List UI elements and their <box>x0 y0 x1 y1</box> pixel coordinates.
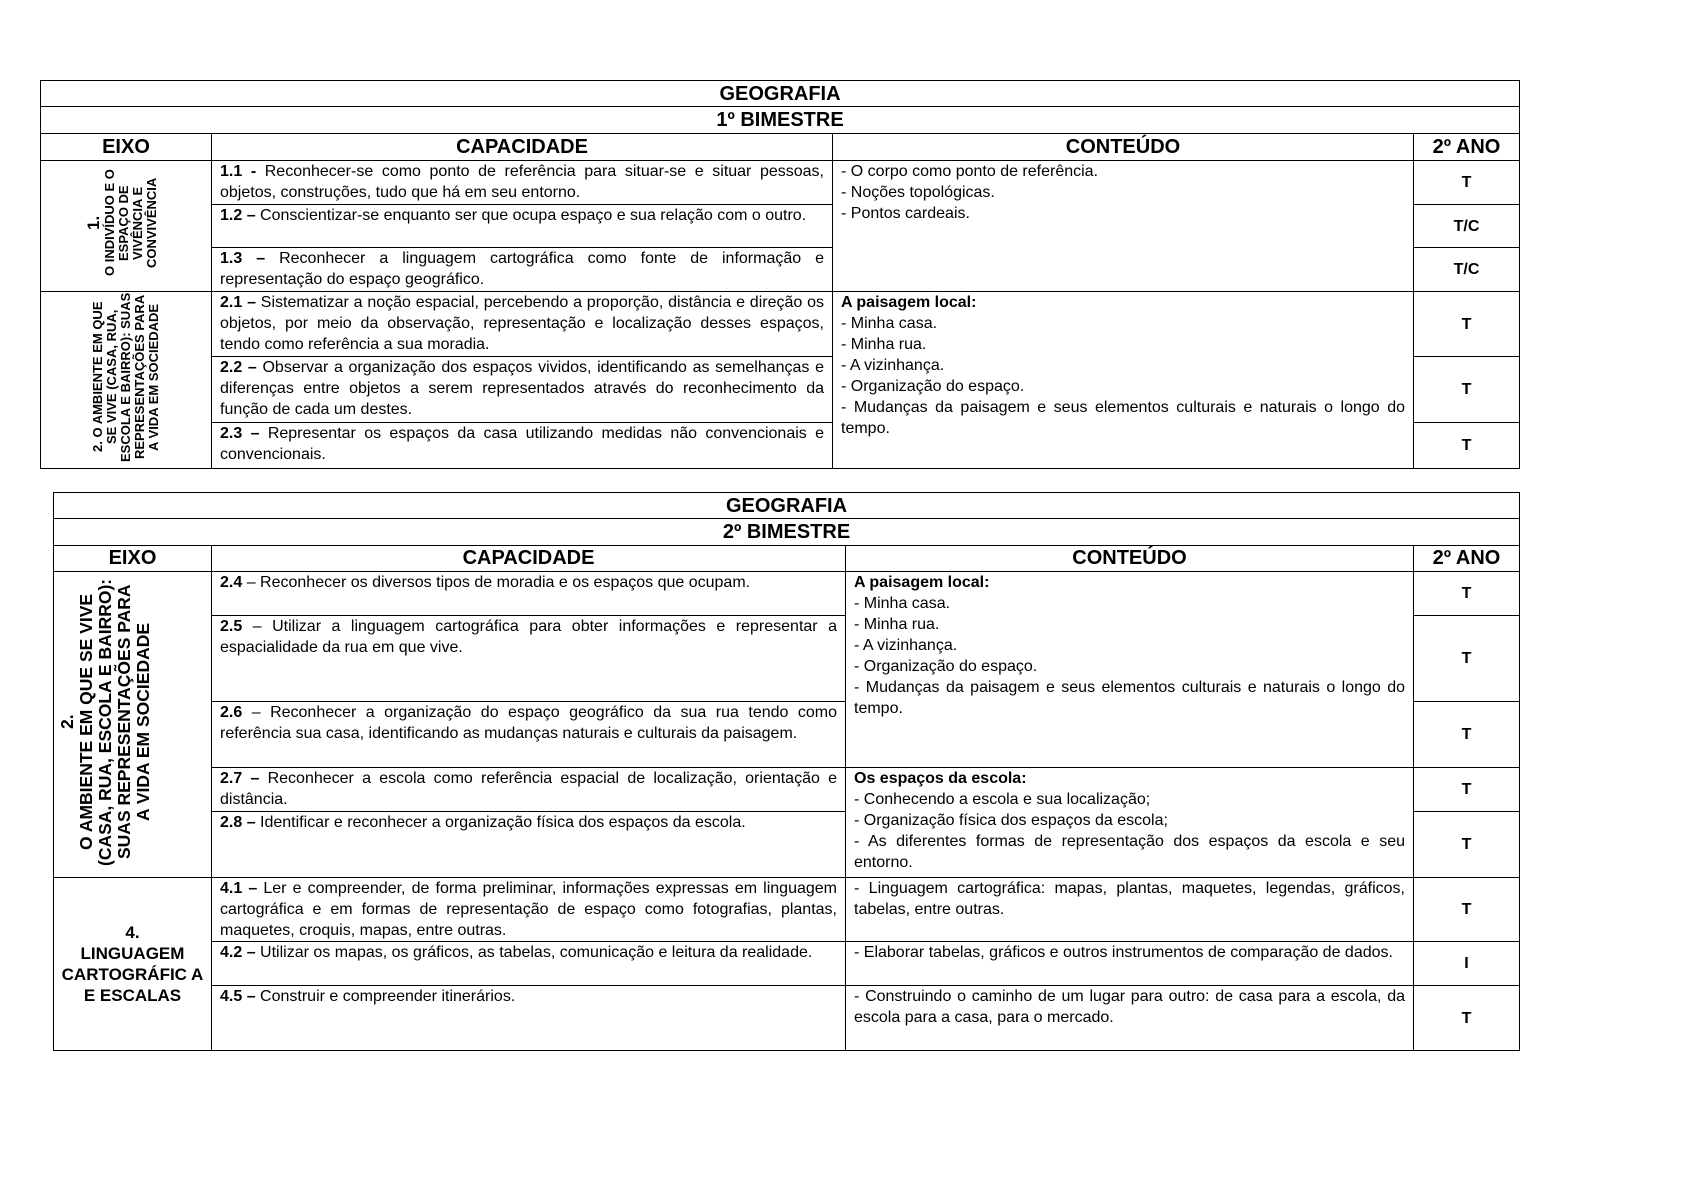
ano-cell: I <box>1414 942 1520 986</box>
subject-title: GEOGRAFIA <box>41 81 1520 107</box>
header-ano: 2º ANO <box>1414 134 1520 161</box>
ano-cell: T <box>1414 768 1520 812</box>
conteudo-cell: A paisagem local: - Minha casa. - Minha rua. - A vizinhança. - Organização do espaço. - Mudanças da paisagem e seus elementos culturais e naturais o longo do tempo. <box>846 572 1414 768</box>
eixo-cell <box>41 161 212 292</box>
term-title: 2º BIMESTRE <box>54 519 1520 546</box>
capacidade-cell: 1.2 – Conscientizar-se enquanto ser que ocupa espaço e sua relação com o outro. <box>212 205 833 248</box>
eixo-number: 1. <box>84 215 103 231</box>
ano-cell: T <box>1414 986 1520 1051</box>
eixo-title: O AMBIENTE EM QUE SE VIVE (CASA, RUA, ESCOLA E BAIRRO): SUAS REPRESENTAÇÕES PARA A VIDA EM SOCIEDADE <box>90 292 161 462</box>
capacidade-cell: 2.2 – Observar a organização dos espaços vividos, identificando as semelhanças e diferenças entre objetos a serem representados através do reconhecimento da função de cada um destes. <box>212 357 833 422</box>
ano-cell: T <box>1414 422 1520 468</box>
ano-cell: T <box>1414 702 1520 768</box>
eixo-title: O INDIVÍDUO E O ESPAÇO DE VIVÊNCIA E CONVIVÊNCIA <box>102 169 159 277</box>
ano-cell: T/C <box>1414 248 1520 292</box>
header-ano: 2º ANO <box>1414 546 1520 572</box>
term-title: 1º BIMESTRE <box>41 107 1520 134</box>
capacidade-cell: 2.5 – Utilizar a linguagem cartográfica para obter informações e representar a espacialidade da rua em que vive. <box>212 616 846 702</box>
ano-cell: T <box>1414 292 1520 357</box>
capacidade-cell: 4.1 – Ler e compreender, de forma preliminar, informações expressas em linguagem cartográfica e em formas de representação de espaço como fotografias, plantas, maquetes, croquis, mapas, entre outras. <box>212 878 846 942</box>
conteudo-cell: A paisagem local: - Minha casa. - Minha rua. - A vizinhança. - Organização do espaço. - Mudanças da paisagem e seus elementos culturais e naturais o longo do tempo. <box>833 292 1414 469</box>
conteudo-cell: - Linguagem cartográfica: mapas, plantas, maquetes, legendas, gráficos, tabelas, entre outras. <box>846 878 1414 942</box>
eixo-cell <box>54 572 212 878</box>
ano-cell: T <box>1414 616 1520 702</box>
conteudo-cell: - Elaborar tabelas, gráficos e outros instrumentos de comparação de dados. <box>846 942 1414 986</box>
ano-cell: T <box>1414 357 1520 422</box>
conteudo-cell: - O corpo como ponto de referência. - Noções topológicas. - Pontos cardeais. <box>833 161 1414 292</box>
eixo-cell <box>54 878 212 1051</box>
ano-cell: T <box>1414 812 1520 878</box>
curriculum-table-2nd-term <box>53 492 1520 1051</box>
ano-cell: T <box>1414 878 1520 942</box>
ano-cell: T <box>1414 572 1520 616</box>
eixo-title: O AMBIENTE EM QUE SE VIVE (CASA, RUA, ESCOLA E BAIRRO): SUAS REPRESENTAÇÕES PARA A VIDA EM SOCIEDADE <box>76 577 153 866</box>
capacidade-cell: 2.6 – Reconhecer a organização do espaço geográfico da sua rua tendo como referência sua casa, identificando as mudanças naturais e culturais da paisagem. <box>212 702 846 768</box>
capacidade-cell: 2.4 – Reconhecer os diversos tipos de moradia e os espaços que ocupam. <box>212 572 846 616</box>
capacidade-cell: 4.2 – Utilizar os mapas, os gráficos, as tabelas, comunicação e leitura da realidade. <box>212 942 846 986</box>
eixo-number: 2. <box>90 441 105 453</box>
header-eixo: EIXO <box>41 134 212 161</box>
header-conteudo: CONTEÚDO <box>846 546 1414 572</box>
eixo-number: 2. <box>57 714 77 729</box>
capacidade-cell: 1.3 – Reconhecer a linguagem cartográfica como fonte de informação e representação do espaço geográfico. <box>212 248 833 292</box>
eixo-title: LINGUAGEM CARTOGRÁFIC A E ESCALAS <box>61 944 204 1005</box>
capacidade-cell: 2.3 – Representar os espaços da casa utilizando medidas não convencionais e convencionais. <box>212 422 833 468</box>
ano-cell: T <box>1414 161 1520 205</box>
header-conteudo: CONTEÚDO <box>833 134 1414 161</box>
header-eixo: EIXO <box>54 546 212 572</box>
eixo-cell <box>41 292 212 469</box>
capacidade-cell: 4.5 – Construir e compreender itinerários. <box>212 986 846 1051</box>
curriculum-table-1st-term <box>40 80 1520 469</box>
eixo-number: 4. <box>125 923 140 942</box>
conteudo-cell: - Construindo o caminho de um lugar para outro: de casa para a escola, da escola para a casa, para o mercado. <box>846 986 1414 1051</box>
conteudo-cell: Os espaços da escola: - Conhecendo a escola e sua localização; - Organização física dos espaços da escola; - As diferentes formas de representação dos espaços da escola e seu entorno. <box>846 768 1414 878</box>
subject-title: GEOGRAFIA <box>54 493 1520 519</box>
header-capacidade: CAPACIDADE <box>212 546 846 572</box>
capacidade-cell: 2.7 – Reconhecer a escola como referência espacial de localização, orientação e distância. <box>212 768 846 812</box>
header-capacidade: CAPACIDADE <box>212 134 833 161</box>
capacidade-cell: 2.1 – Sistematizar a noção espacial, percebendo a proporção, distância e direção os objetos, por meio da observação, representação e localização desses espaços, tendo como referência a sua moradia. <box>212 292 833 357</box>
ano-cell: T/C <box>1414 205 1520 248</box>
capacidade-cell: 1.1 - Reconhecer-se como ponto de referência para situar-se e situar pessoas, objetos, construções, tudo que há em seu entorno. <box>212 161 833 205</box>
capacidade-cell: 2.8 – Identificar e reconhecer a organização física dos espaços da escola. <box>212 812 846 878</box>
